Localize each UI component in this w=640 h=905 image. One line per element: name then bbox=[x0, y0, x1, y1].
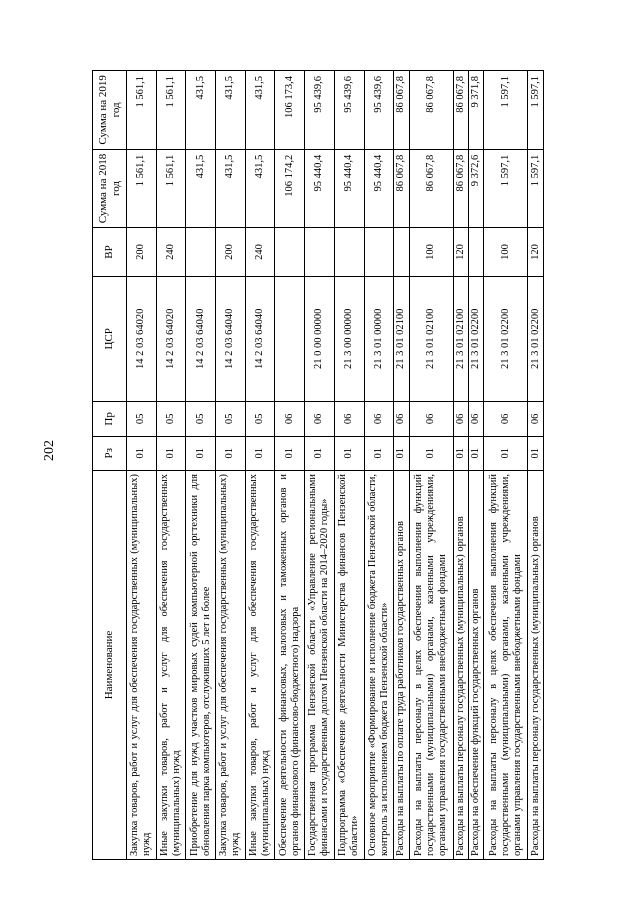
cell-pr: 05 bbox=[216, 402, 246, 436]
cell-sum-2018: 86 067,8 bbox=[394, 149, 409, 228]
cell-sum-2019: 431,5 bbox=[186, 71, 216, 150]
cell-sum-2018: 106 174,2 bbox=[275, 149, 305, 228]
cell-rz: 01 bbox=[186, 436, 216, 470]
cell-sum-2019: 95 439,6 bbox=[305, 71, 335, 150]
table-row bbox=[364, 71, 394, 860]
cell-name: Расходы на обеспечение функций государственных органов bbox=[468, 471, 483, 860]
cell-vr: 200 bbox=[127, 228, 157, 276]
cell-name: Закупка товаров, работ и услуг для обеспечения государственных (муниципальных) нужд bbox=[127, 471, 157, 860]
header-name: Наименование bbox=[93, 471, 127, 860]
cell-vr bbox=[305, 228, 335, 276]
cell-name: Иные закупки товаров, работ и услуг для обеспечения государственных (муниципальных) нужд bbox=[156, 471, 186, 860]
table-body bbox=[127, 71, 544, 860]
cell-vr: 100 bbox=[484, 228, 528, 276]
table-row bbox=[305, 71, 335, 860]
table-row bbox=[186, 71, 216, 860]
table-row bbox=[528, 71, 544, 860]
cell-name: Закупка товаров, работ и услуг для обеспечения государственных (муниципальных) нужд bbox=[216, 471, 246, 860]
cell-csr: 21 3 01 02100 bbox=[409, 276, 453, 402]
cell-name: Расходы на выплаты персоналу в целях обеспечения выполнения функций государственными (муниципальными) органами, казенными учреждениями, органами управления государственными внебюджетными фондами bbox=[409, 471, 453, 860]
cell-csr: 14 2 03 64040 bbox=[216, 276, 246, 402]
cell-sum-2019: 1 597,1 bbox=[528, 71, 544, 150]
cell-pr: 06 bbox=[453, 402, 468, 436]
cell-csr: 21 3 01 02100 bbox=[453, 276, 468, 402]
cell-rz: 01 bbox=[334, 436, 364, 470]
cell-sum-2018: 1 561,1 bbox=[156, 149, 186, 228]
cell-vr bbox=[334, 228, 364, 276]
cell-vr: 120 bbox=[528, 228, 544, 276]
cell-csr: 14 2 03 64020 bbox=[127, 276, 157, 402]
cell-vr bbox=[394, 228, 409, 276]
cell-sum-2018: 86 067,8 bbox=[409, 149, 453, 228]
cell-sum-2018: 1 597,1 bbox=[484, 149, 528, 228]
cell-name: Иные закупки товаров, работ и услуг для обеспечения государственных (муниципальных) нужд bbox=[245, 471, 275, 860]
table-row bbox=[484, 71, 528, 860]
cell-sum-2018: 95 440,4 bbox=[364, 149, 394, 228]
cell-rz: 01 bbox=[305, 436, 335, 470]
cell-pr: 06 bbox=[305, 402, 335, 436]
cell-rz: 01 bbox=[245, 436, 275, 470]
cell-rz: 01 bbox=[453, 436, 468, 470]
cell-name: Расходы на выплаты персоналу в целях обеспечения выполнения функций государственными (муниципальными) органами, казенными учреждениями, органами управления государственными внебюджетными фондами bbox=[484, 471, 528, 860]
cell-vr: 240 bbox=[245, 228, 275, 276]
cell-pr: 06 bbox=[409, 402, 453, 436]
cell-sum-2019: 95 439,6 bbox=[364, 71, 394, 150]
cell-rz: 01 bbox=[156, 436, 186, 470]
cell-sum-2018: 95 440,4 bbox=[305, 149, 335, 228]
cell-rz: 01 bbox=[364, 436, 394, 470]
cell-sum-2019: 9 371,8 bbox=[468, 71, 483, 150]
cell-rz: 01 bbox=[275, 436, 305, 470]
cell-csr: 21 0 00 00000 bbox=[305, 276, 335, 402]
cell-sum-2018: 1 597,1 bbox=[528, 149, 544, 228]
cell-name: Обеспечение деятельности финансовых, налоговых и таможенных органов и органов финансового (финансово-бюджетного) надзора bbox=[275, 471, 305, 860]
cell-rz: 01 bbox=[528, 436, 544, 470]
cell-sum-2019: 1 561,1 bbox=[156, 71, 186, 150]
page-number: 202 bbox=[42, 440, 57, 461]
cell-vr: 200 bbox=[216, 228, 246, 276]
rotated-page-content bbox=[92, 70, 544, 860]
cell-csr: 14 2 03 64020 bbox=[156, 276, 186, 402]
cell-vr bbox=[275, 228, 305, 276]
cell-pr: 05 bbox=[186, 402, 216, 436]
header-csr: ЦСР bbox=[93, 276, 127, 402]
cell-name: Приобретение для нужд участков мировых судей компьютерной оргтехники для обновления парка компьютеров, отслуживших 5 лет и более bbox=[186, 471, 216, 860]
table-row bbox=[334, 71, 364, 860]
cell-name: Основное мероприятие «Формирование и исполнение бюджета Пензенской области, контроль за исполнением бюджета Пензенской области» bbox=[364, 471, 394, 860]
cell-sum-2018: 95 440,4 bbox=[334, 149, 364, 228]
table-row bbox=[216, 71, 246, 860]
table-row bbox=[453, 71, 468, 860]
cell-csr: 21 3 01 00000 bbox=[364, 276, 394, 402]
cell-sum-2019: 106 173,4 bbox=[275, 71, 305, 150]
table-row bbox=[275, 71, 305, 860]
cell-pr: 06 bbox=[484, 402, 528, 436]
cell-csr: 21 3 01 02200 bbox=[468, 276, 483, 402]
cell-rz: 01 bbox=[394, 436, 409, 470]
table-row bbox=[468, 71, 483, 860]
cell-pr: 06 bbox=[468, 402, 483, 436]
cell-vr bbox=[468, 228, 483, 276]
cell-csr: 14 2 03 64040 bbox=[245, 276, 275, 402]
cell-sum-2019: 1 597,1 bbox=[484, 71, 528, 150]
header-pr: Пр bbox=[93, 402, 127, 436]
table-row bbox=[394, 71, 409, 860]
cell-sum-2018: 86 067,8 bbox=[453, 149, 468, 228]
cell-sum-2019: 86 067,8 bbox=[409, 71, 453, 150]
cell-pr: 06 bbox=[528, 402, 544, 436]
table-row bbox=[409, 71, 453, 860]
cell-sum-2019: 86 067,8 bbox=[394, 71, 409, 150]
cell-pr: 06 bbox=[334, 402, 364, 436]
cell-rz: 01 bbox=[127, 436, 157, 470]
cell-sum-2018: 431,5 bbox=[186, 149, 216, 228]
budget-table bbox=[92, 70, 544, 860]
header-rz: Рз bbox=[93, 436, 127, 470]
cell-sum-2019: 95 439,6 bbox=[334, 71, 364, 150]
cell-vr: 100 bbox=[409, 228, 453, 276]
header-vr: ВР bbox=[93, 228, 127, 276]
table-header-row bbox=[93, 71, 127, 860]
cell-csr bbox=[275, 276, 305, 402]
cell-vr bbox=[186, 228, 216, 276]
table-row bbox=[245, 71, 275, 860]
cell-rz: 01 bbox=[409, 436, 453, 470]
cell-name: Подпрограмма «Обеспечение деятельности Министерства финансов Пензенской области» bbox=[334, 471, 364, 860]
cell-pr: 06 bbox=[275, 402, 305, 436]
cell-sum-2019: 1 561,1 bbox=[127, 71, 157, 150]
cell-sum-2019: 86 067,8 bbox=[453, 71, 468, 150]
cell-vr bbox=[364, 228, 394, 276]
header-sum-2019: Сумма на 2019 год bbox=[93, 71, 127, 150]
cell-csr: 21 3 01 02200 bbox=[484, 276, 528, 402]
cell-csr: 14 2 03 64040 bbox=[186, 276, 216, 402]
header-sum-2018: Сумма на 2018 год bbox=[93, 149, 127, 228]
cell-sum-2018: 431,5 bbox=[216, 149, 246, 228]
cell-sum-2019: 431,5 bbox=[216, 71, 246, 150]
cell-name: Государственная программа Пензенской области «Управление региональными финансами и государственным долгом Пензенской области на 2014–2020 годы» bbox=[305, 471, 335, 860]
cell-pr: 06 bbox=[394, 402, 409, 436]
cell-csr: 21 3 01 02200 bbox=[528, 276, 544, 402]
cell-name: Расходы на выплаты по оплате труда работников государственных органов bbox=[394, 471, 409, 860]
cell-csr: 21 3 00 00000 bbox=[334, 276, 364, 402]
cell-pr: 05 bbox=[245, 402, 275, 436]
cell-pr: 05 bbox=[156, 402, 186, 436]
table-row bbox=[156, 71, 186, 860]
cell-rz: 01 bbox=[484, 436, 528, 470]
cell-pr: 06 bbox=[364, 402, 394, 436]
cell-sum-2019: 431,5 bbox=[245, 71, 275, 150]
cell-name: Расходы на выплаты персоналу государственных (муниципальных) органов bbox=[528, 471, 544, 860]
cell-vr: 120 bbox=[453, 228, 468, 276]
cell-rz: 01 bbox=[216, 436, 246, 470]
cell-vr: 240 bbox=[156, 228, 186, 276]
cell-name: Расходы на выплаты персоналу государственных (муниципальных) органов bbox=[453, 471, 468, 860]
cell-pr: 05 bbox=[127, 402, 157, 436]
cell-sum-2018: 9 372,6 bbox=[468, 149, 483, 228]
cell-rz: 01 bbox=[468, 436, 483, 470]
cell-sum-2018: 1 561,1 bbox=[127, 149, 157, 228]
cell-sum-2018: 431,5 bbox=[245, 149, 275, 228]
table-row bbox=[127, 71, 157, 860]
cell-csr: 21 3 01 02100 bbox=[394, 276, 409, 402]
